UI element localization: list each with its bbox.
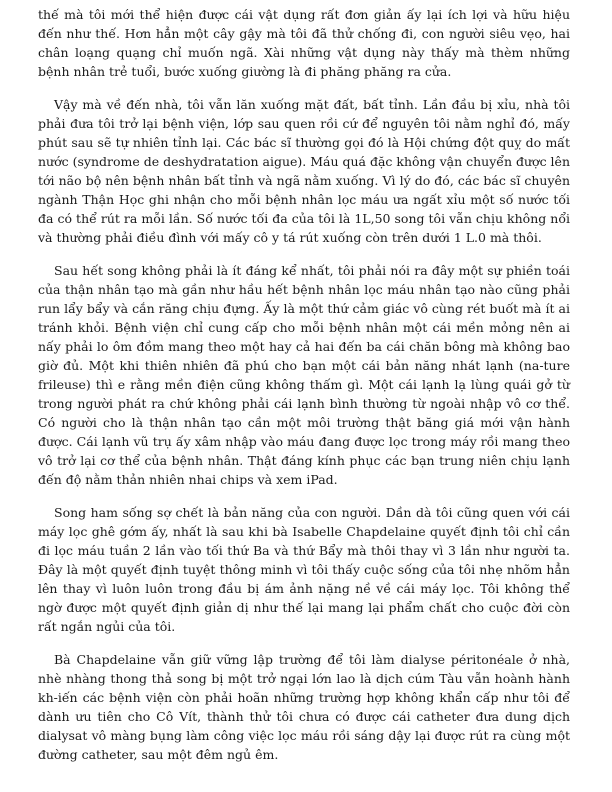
paragraph-3: Sau hết song không phải là ít đáng kể nhất, tôi phải nói ra đây một sự phiền toái của thận nhân tạo mà gần như hầu hết bệnh nhân lọc máu nhân tạo nào cũng phải run lẩy bẩy và cắn răng chịu đựng. Ấy là một thứ cảm giác vô cùng rét buốt mà ít ai tránh khỏi. Bệnh viện chỉ cung cấp cho mỗi bệnh nhân một cái mền mỏng nên ai nấy phải lo ôm đồm mang theo một hay cả hai đến ba cái chăn bông mà không bao giờ đủ. Một khi thiên nhiên đã phú cho bạn một cái bản năng nhát lạnh (na-ture frileuse) thì e rằng mền điện cũng không thấm gì. Một cái lạnh lạ lùng quái gở từ trong người phát ra chứ không phải cái lạnh bình thường từ ngoài nhập vô cơ thể. Có người cho là thận nhân tạo cần một môi trường thật băng giá mới vận hành được. Cái lạnh vũ trụ ấy xâm nhập vào máu đang được lọc trong máy rồi mang theo vô trở lại cơ thể của bệnh nhân. Thật đáng kính phục các bạn trung niên chịu lạnh đến độ nằm thản nhiên nhai chips và xem iPad.: [38, 263, 570, 487]
paragraph-4: Song ham sống sợ chết là bản năng của con người. Dần dà tôi cũng quen với cái máy lọc ghê gớm ấy, nhất là sau khi bà Isabelle Chapdelaine quyết định tôi chỉ cần đi lọc máu tuần 2 lần vào tối thứ Ba và thứ Bẩy mà thôi thay vì 3 lần như người ta. Đây là một quyết định tuyệt thông minh vì tôi thấy cuộc sống của tôi nhẹ nhõm hẳn lên thay vì luôn luôn trong đầu bị ám ảnh nặng nề về cái máy lọc. Tôi không thể ngờ được một quyết định giản dị như thế lại mang lại phẩm chất cho cuộc đời còn rất ngắn ngủi của tôi.: [38, 505, 570, 634]
paragraph-5: Bà Chapdelaine vẫn giữ vững lập trường để tôi làm dialyse péritonéale ở nhà, nhè nhàng thong thả song bị một trở ngại lớn lao là dịch cúm Tàu vẫn hoành hành kh-iến các bệnh viện còn phải hoãn những trường hợp không khẩn cấp như tôi để dành ưu tiên cho Cô Vít, thành thử tôi chưa có được cái catheter đưa dung dịch dialysat vô màng bụng làm công việc lọc máu rồi sáng dậy lại được rút ra cùng một đường catheter, sau một đêm ngủ êm.: [38, 652, 570, 762]
paragraph-1-continuation: thế mà tôi mới thể hiện được cái vật dụng rất đơn giản ấy lại ích lợi và hữu hiệu đến như thế. Hơn hẳn một cây gậy mà tôi đã thử chống đi, con người siêu vẹo, hai chân loạng quạng chỉ muốn ngã. Xài những vật dụng này thấy mà thèm những bệnh nhân trẻ tuổi, bước xuống giường là đi phăng phăng ra cửa.: [38, 7, 570, 79]
paragraph-2: Vậy mà về đến nhà, tôi vẫn lăn xuống mặt đất, bất tỉnh. Lần đầu bị xỉu, nhà tôi phải đưa tôi trở lại bệnh viện, lớp sau quen rồi cứ để nguyên tôi nằm nghỉ đó, mấy phút sau sẽ tự nhiên tỉnh lại. Các bác sĩ thường gọi đó là Hội chứng đột quỵ do mất nước (syndrome de deshydratation aigue). Máu quá đặc không vận chuyển được lên tới não bộ nên bệnh nhân bất tỉnh và ngã nằm xuống. Vì lý do đó, các bác sĩ chuyên ngành Thận Học ghi nhận cho mỗi bệnh nhân lọc máu ưa ngất xỉu một số nước tối đa có thể rút ra mỗi lần. Số nước tối đa của tôi là 1L,50 song tôi vẫn chịu không nổi và thường phải điều đình với mấy cô y tá rút xuống còn trên dưới 1 L.0 mà thôi.: [38, 97, 571, 245]
